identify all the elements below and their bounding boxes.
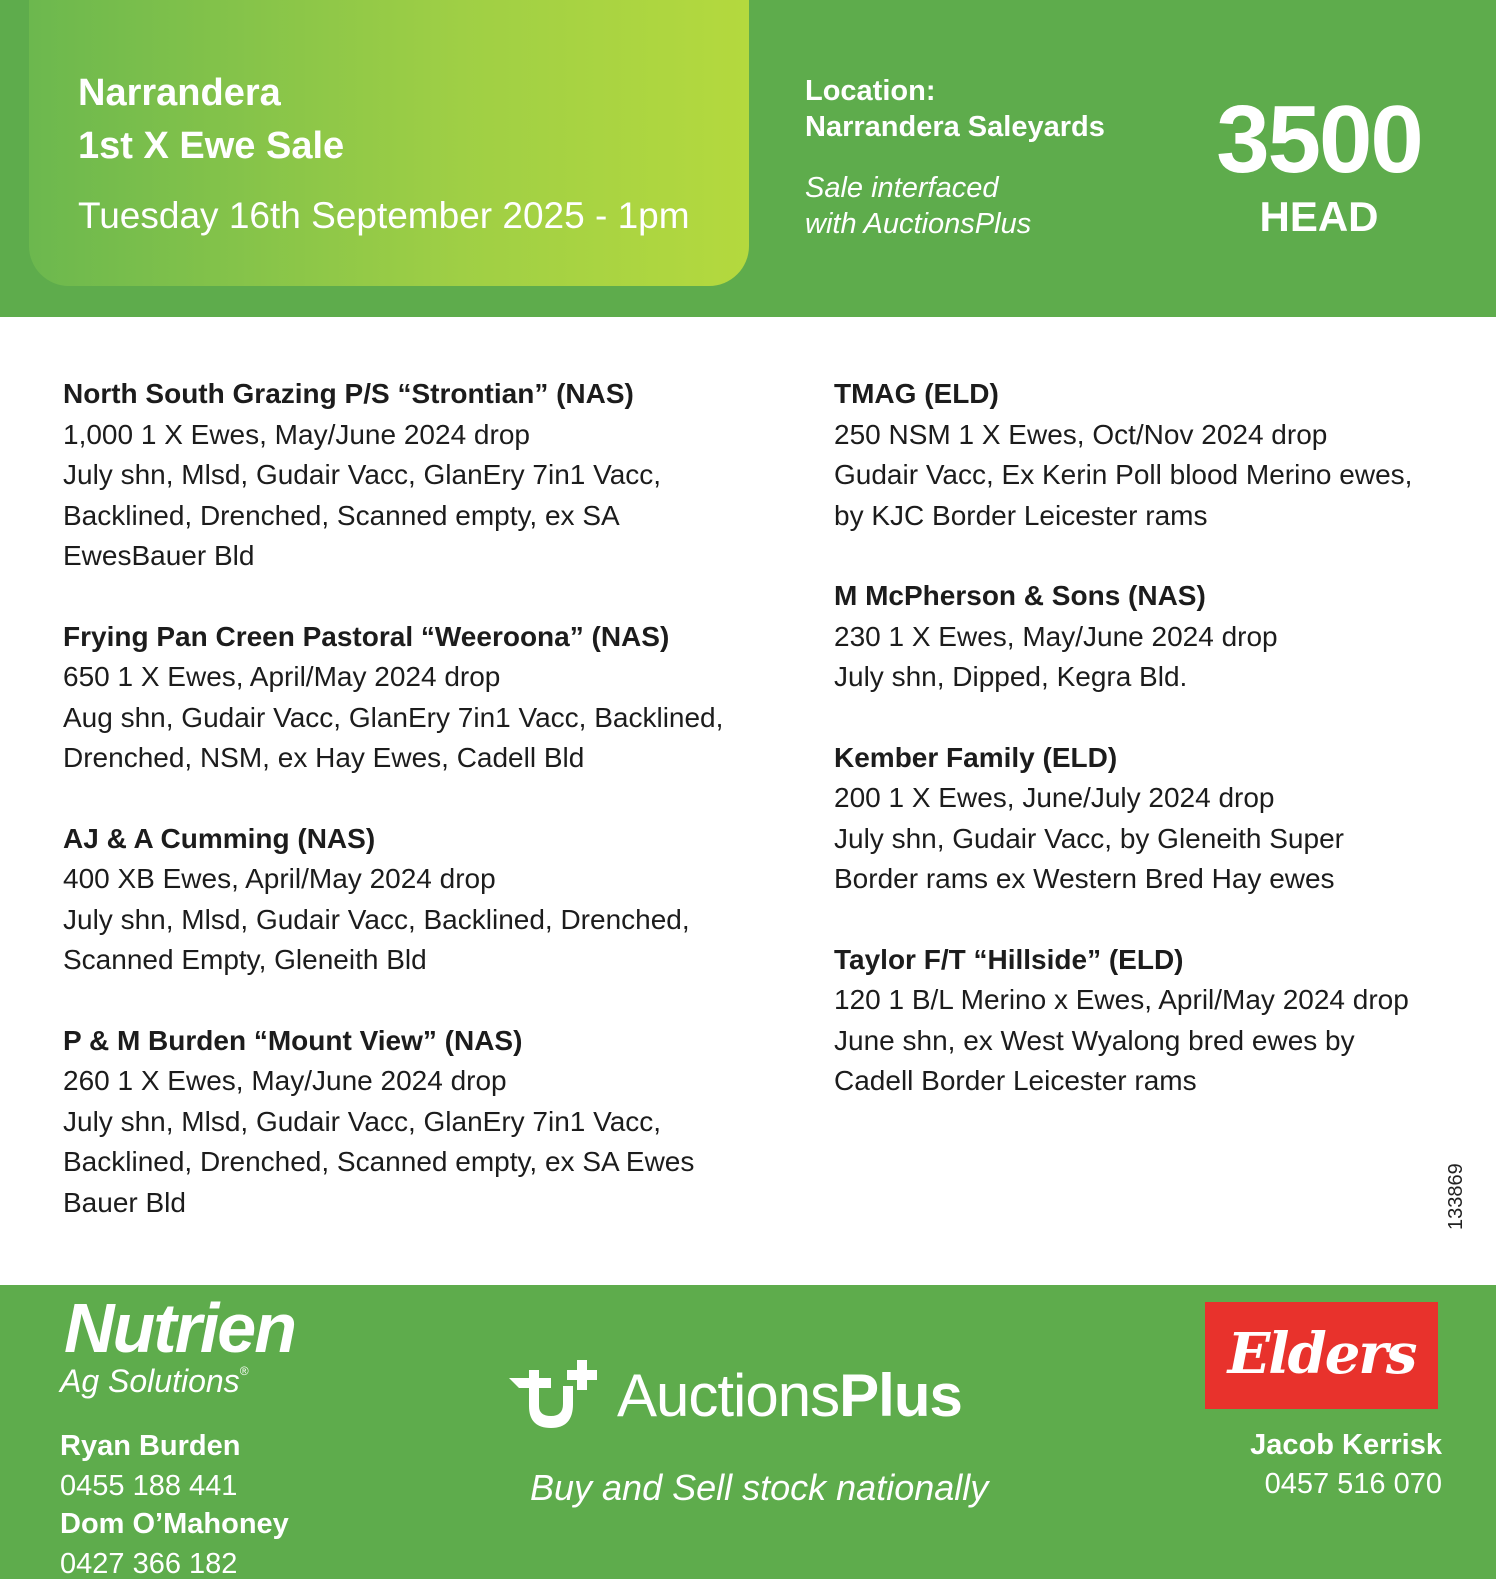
- vendor-name: P & M Burden “Mount View” (NAS): [63, 1024, 523, 1056]
- contact-phone: 0457 516 070: [1264, 1468, 1442, 1500]
- nutrien-logo: [58, 1289, 358, 1403]
- entry-line: Bauer Bld: [63, 1186, 186, 1218]
- sale-title-line2: 1st X Ewe Sale: [78, 125, 345, 167]
- sale-date: Tuesday 16th September 2025 - 1pm: [78, 195, 690, 236]
- entry-line: July shn, Gudair Vacc, by Gleneith Super: [834, 822, 1344, 854]
- vendor-entry: [834, 940, 1474, 1102]
- vendor-name: Kember Family (ELD): [834, 741, 1118, 773]
- contact-phone: 0427 366 182: [60, 1548, 238, 1580]
- entry-line: 650 1 X Ewes, April/May 2024 drop: [63, 661, 501, 692]
- head-label: HEAD: [1259, 193, 1379, 240]
- entry-line: EwesBauer Bld: [63, 540, 255, 571]
- entry-line: July shn, Mlsd, Gudair Vacc, GlanEry 7in1 Vacc,: [63, 1105, 662, 1137]
- contact-name: Ryan Burden: [60, 1430, 241, 1462]
- nutrien-subtitle-text: Ag Solutions: [60, 1363, 240, 1399]
- entry-line: Cadell Border Leicester rams: [834, 1065, 1197, 1096]
- vendor-entry: [63, 1021, 763, 1224]
- head-count: 3500: [1216, 86, 1422, 193]
- vendor-name: North South Grazing P/S “Strontian” (NAS): [63, 378, 634, 409]
- interface-note-line2: with AuctionsPlus: [805, 207, 1032, 240]
- contact-name: Jacob Kerrisk: [1250, 1429, 1442, 1461]
- vendor-entry: [63, 617, 763, 779]
- reference-number-text: 133869: [1445, 1163, 1467, 1230]
- entry-line: July shn, Mlsd, Gudair Vacc, GlanEry 7in1 Vacc,: [63, 459, 662, 490]
- entry-line: Border rams ex Western Bred Hay ewes: [834, 863, 1335, 894]
- location-value: Narrandera Saleyards: [805, 111, 1105, 143]
- auctionsplus-mark-icon: [505, 1356, 605, 1436]
- entry-line: by KJC Border Leicester rams: [834, 499, 1208, 531]
- registered-mark-icon: ®: [239, 1364, 249, 1378]
- vendor-entry: [834, 374, 1474, 536]
- entry-line: June shn, ex West Wyalong bred ewes by: [834, 1024, 1355, 1056]
- nutrien-subtitle: [60, 1365, 249, 1397]
- entry-line: 120 1 B/L Merino x Ewes, April/May 2024 drop: [834, 984, 1409, 1015]
- auctionsplus-logo: [505, 1356, 1005, 1446]
- nutrien-wordmark: Nutrien: [64, 1289, 295, 1367]
- reference-number: [1444, 1150, 1468, 1230]
- contact-phone: 0455 188 441: [60, 1470, 238, 1502]
- interface-note: [805, 171, 1115, 243]
- entry-line: July shn, Dipped, Kegra Bld.: [834, 661, 1188, 692]
- vendor-name: AJ & A Cumming (NAS): [63, 822, 376, 854]
- entry-line: 400 XB Ewes, April/May 2024 drop: [63, 863, 496, 894]
- entry-line: Backlined, Drenched, Scanned empty, ex SA: [63, 499, 620, 531]
- elders-wordmark: Elders: [1227, 1321, 1416, 1387]
- vendor-entry: [834, 738, 1474, 900]
- entry-line: Scanned Empty, Gleneith Bld: [63, 944, 427, 975]
- vendor-entry: [834, 576, 1474, 698]
- vendor-entry: [63, 819, 763, 981]
- left-entries-column: [63, 374, 763, 1263]
- entry-line: Aug shn, Gudair Vacc, GlanEry 7in1 Vacc, Backlined,: [63, 701, 724, 733]
- entry-line: Drenched, NSM, ex Hay Ewes, Cadell Bld: [63, 742, 585, 773]
- vendor-entry: [63, 374, 763, 577]
- entry-line: 260 1 X Ewes, May/June 2024 drop: [63, 1065, 507, 1096]
- auctionsplus-word-auctions: Auctions: [617, 1362, 840, 1429]
- entry-line: Gudair Vacc, Ex Kerin Poll blood Merino ewes,: [834, 459, 1413, 490]
- location-label: Location:: [805, 75, 936, 107]
- auctionsplus-wordmark: [617, 1362, 962, 1429]
- vendor-name: M McPherson & Sons (NAS): [834, 580, 1206, 611]
- entry-line: 250 NSM 1 X Ewes, Oct/Nov 2024 drop: [834, 418, 1328, 450]
- interface-note-line1: Sale interfaced: [805, 172, 999, 204]
- entry-line: 1,000 1 X Ewes, May/June 2024 drop: [63, 418, 530, 450]
- elders-logo: [1205, 1302, 1438, 1409]
- vendor-name: Frying Pan Creen Pastoral “Weeroona” (NAS): [63, 620, 670, 652]
- contact-name: Dom O’Mahoney: [60, 1508, 289, 1540]
- right-entries-column: [834, 374, 1474, 1142]
- auctionsplus-word-plus: Plus: [839, 1362, 962, 1429]
- entry-line: 230 1 X Ewes, May/June 2024 drop: [834, 620, 1278, 652]
- vendor-name: Taylor F/T “Hillside” (ELD): [834, 943, 1184, 975]
- entry-line: July shn, Mlsd, Gudair Vacc, Backlined, Drenched,: [63, 903, 690, 935]
- entry-line: Backlined, Drenched, Scanned empty, ex SA Ewes: [63, 1146, 695, 1177]
- entry-line: 200 1 X Ewes, June/July 2024 drop: [834, 782, 1275, 813]
- vendor-name: TMAG (ELD): [834, 378, 999, 409]
- auctionsplus-tagline: Buy and Sell stock nationally: [530, 1467, 989, 1508]
- sale-title-line1: Narrandera: [78, 72, 281, 114]
